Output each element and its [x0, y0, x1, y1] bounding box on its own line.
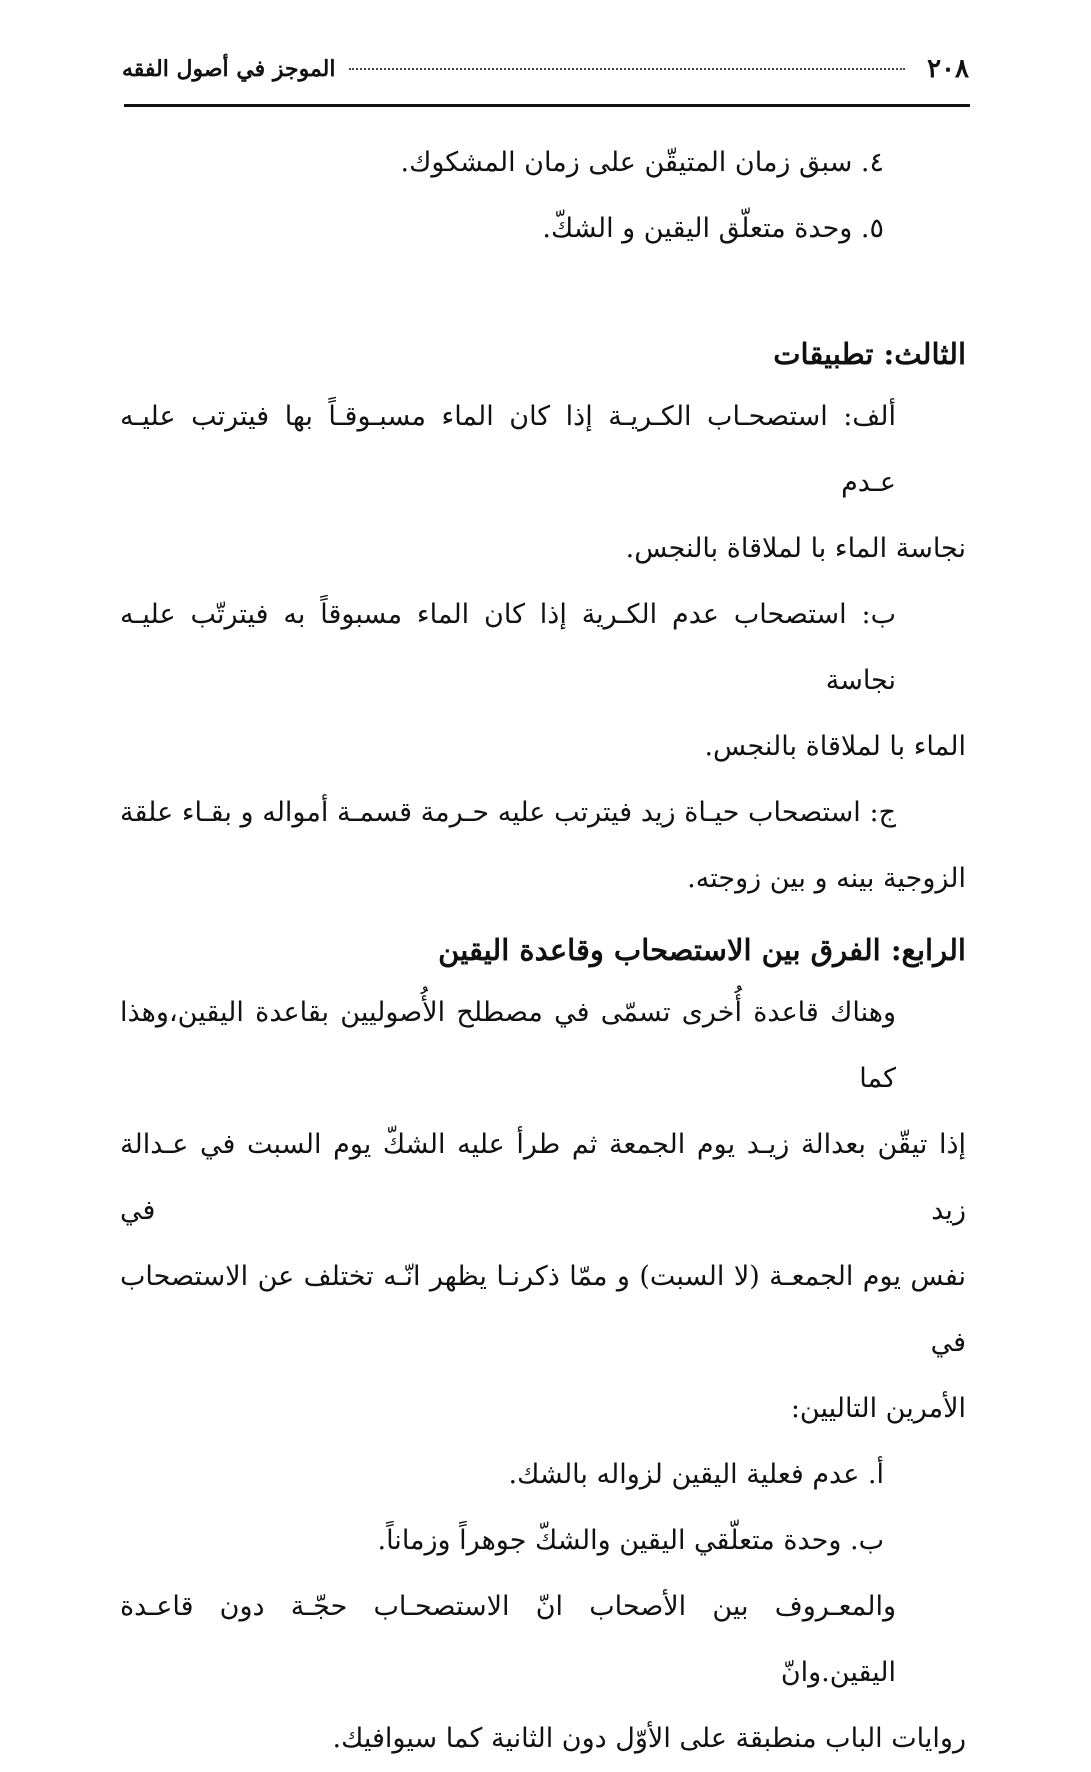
running-book-title: الموجز في أصول الفقه	[122, 56, 336, 82]
section-heading-difference: الرابع: الفرق بين الاستصحاب وقاعدة اليقين	[438, 933, 966, 967]
application-ba-line2: الماء با لملاقاة بالنجس.	[704, 731, 966, 762]
difference-item-a: أ. عدم فعلية اليقين لزواله بالشك.	[508, 1459, 884, 1490]
condition-item-4: ٤. سبق زمان المتيقّن على زمان المشكوك.	[400, 147, 884, 178]
difference-item-b: ب. وحدة متعلّقي اليقين والشكّ جوهراً وزماناً.	[377, 1525, 884, 1556]
condition-item-5: ٥. وحدة متعلّق اليقين و الشكّ.	[542, 213, 884, 244]
application-jim-line2: الزوجية بينه و بين زوجته.	[687, 863, 966, 894]
header-dot-leader	[349, 68, 905, 70]
page-header	[122, 44, 969, 94]
page-body	[120, 130, 966, 1772]
application-jim-line1: ج: استصحاب حيـاة زيد فيترتب عليه حـرمة قسمـة أمواله و بقـاء علقة	[120, 797, 896, 828]
application-alef-line1: ألف: استصحـاب الكـريـة إذا كان الماء مسبـوقـاً بها فيترتب عليـه عـدم	[120, 401, 896, 498]
difference-paragraph-line4: الأمرين التاليين:	[790, 1393, 966, 1424]
difference-paragraph-line2: إذا تيقّن بعدالة زيـد يوم الجمعة ثم طرأ عليه الشكّ يوم السبت في عـدالة زيد في	[120, 1129, 966, 1226]
application-alef-line2: نجاسة الماء با لملاقاة بالنجس.	[625, 533, 966, 564]
section-heading-applications: الثالث: تطبيقات	[773, 337, 966, 371]
application-ba-line1: ب: استصحاب عدم الكـرية إذا كان الماء مسبوقاً به فيترتّب عليـه نجاسة	[120, 599, 896, 696]
header-rule	[124, 104, 970, 107]
difference-paragraph-line1: وهناك قاعدة أُخرى تسمّى في مصطلح الأُصوليين بقاعدة اليقين،وهذا كما	[120, 997, 896, 1094]
page-number: ٢٠٨	[927, 54, 969, 84]
conclusion-line2: روايات الباب منطبقة على الأوّل دون الثانية كما سيوافيك.	[332, 1723, 966, 1754]
conclusion-line1: والمعـروف بين الأصحاب انّ الاستصحـاب حجّـة دون قاعـدة اليقين.وانّ	[120, 1591, 896, 1688]
section-spacer	[120, 262, 966, 324]
difference-paragraph-line3: نفس يوم الجمعـة (لا السبت) و ممّا ذكرنـا يظهر انّـه تختلف عن الاستصحاب في	[120, 1261, 966, 1358]
